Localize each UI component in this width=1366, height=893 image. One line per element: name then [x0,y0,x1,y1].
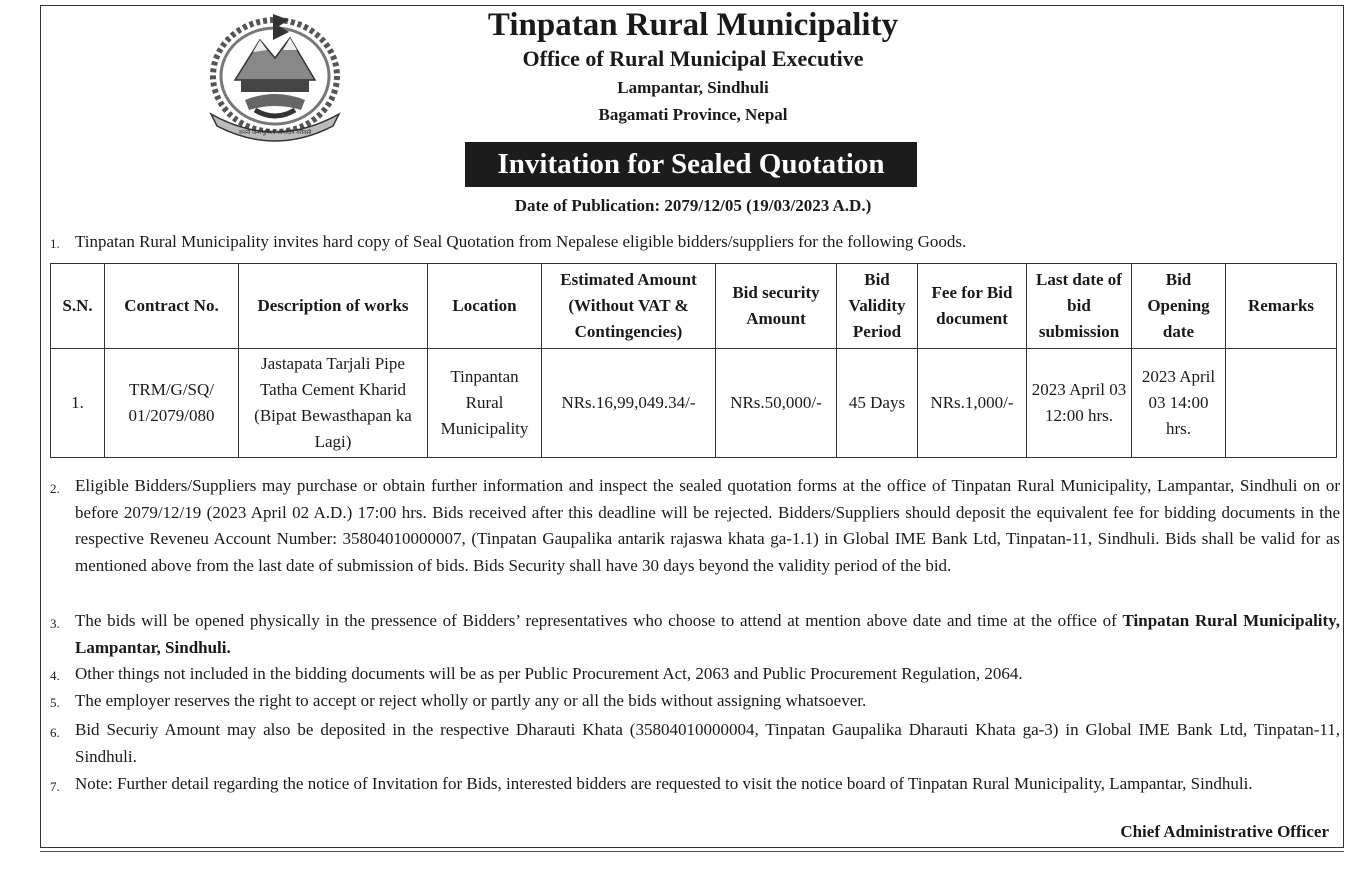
cell-last-date: 2023 April 03 12:00 hrs. [1027,349,1132,458]
clause-number: 3. [50,616,60,631]
clause-7 [50,771,1340,798]
bottom-rule [40,847,1344,848]
col-last-date: Last date of bid submission [1027,264,1132,349]
clause-text-regular: The bids will be opened physically in the pressence of Bidders’ representatives who choose to attend at mention above date and time at the office of [75,611,1123,630]
intro-clause [50,230,1340,254]
table-row [51,349,1337,458]
col-remarks: Remarks [1226,264,1337,349]
office-address: Lampantar, Sindhuli [617,78,769,97]
cell-sn: 1. [51,349,105,458]
bottom-rule-secondary [40,851,1344,852]
cell-description: Jastapata Tarjali Pipe Tatha Cement Kharid (Bipat Bewasthapan ka Lagi) [239,349,428,458]
clause-6 [50,717,1340,770]
clause-text-bold: Tinpatan Rural Municipality, Lampantar, Sindhuli. [75,611,1340,657]
cell-location: Tinpantan Rural Municipality [428,349,542,458]
clause-text: Bid Securiy Amount may also be deposited in the respective Dharauti Khata (35804010000004, Tinpatan Gaupalika Dharauti Khata ga-3) in Global IME Bank Ltd, Tinpatan-11, Sindhuli. [75,720,1340,766]
col-bid-security: Bid security Amount [716,264,837,349]
col-contract-no: Contract No. [105,264,239,349]
clause-text: Other things not included in the bidding documents will be as per Public Procurement Act, 2063 and Public Procurement Regulation, 2064. [75,664,1023,683]
clause-2 [50,473,1340,579]
col-location: Location [428,264,542,349]
clause-text: Note: Further detail regarding the notice of Invitation for Bids, interested bidders are requested to visit the notice board of Tinpatan Rural Municipality, Lampantar, Sindhuli. [75,774,1253,793]
cell-contract-no: TRM/G/SQ/ 01/2079/080 [105,349,239,458]
clause-4 [50,662,1340,686]
col-fee: Fee for Bid document [918,264,1027,349]
cell-estimated-amount: NRs.16,99,049.34/- [542,349,716,458]
cell-validity: 45 Days [837,349,918,458]
clause-number: 2. [50,481,60,496]
clause-number: 1. [50,236,60,251]
clause-text: Eligible Bidders/Suppliers may purchase or obtain further information and inspect the sealed quotation forms at the office of Tinpatan Rural Municipality, Lampantar, Sindhuli on or before 2079/12/19 (2023 April 02 A.D.) 17:00 hrs. Bids received after this deadline will be rejected. Bidders/Suppliers should deposit the equivalent fee for bidding documents in the respective Reveneu Account Number: 35804010000007, (Tinpatan Gaupalika antarik rajaswa khata ga-1.1) in Global IME Bank Ltd, Tinpatan-11, Sindhuli. Bids shall be valid for as mentioned above from the last date of submission of bids. Bids Security shall have 30 days beyond the validity period of the bid. [75,476,1340,575]
publication-date: Date of Publication: 2079/12/05 (19/03/2023 A.D.) [514,196,872,215]
col-estimated-amount: Estimated Amount (Without VAT & Contingencies) [542,264,716,349]
bid-table [50,263,1337,458]
clause-5 [50,689,1340,713]
cell-remarks [1226,349,1337,458]
cell-opening-date: 2023 April 03 14:00 hrs. [1132,349,1226,458]
office-province: Bagamati Province, Nepal [598,105,788,124]
emblem-motto: जननी जन्मभूमिश्च स्वर्गादपि गरीयसी [238,130,312,136]
clause-number: 4. [50,668,60,683]
col-sn: S.N. [51,264,105,349]
clause-text [75,608,1340,661]
col-opening-date: Bid Opening date [1132,264,1226,349]
municipality-title: Tinpatan Rural Municipality [487,7,899,43]
clause-text: The employer reserves the right to accept or reject wholly or partly any or all the bids without assigning whatsoever. [75,691,867,710]
col-validity: Bid Validity Period [837,264,918,349]
col-description: Description of works [239,264,428,349]
clause-text: Tinpatan Rural Municipality invites hard copy of Seal Quotation from Nepalese eligible bidders/suppliers for the following Goods. [75,232,967,251]
clause-3 [50,608,1340,661]
office-name: Office of Rural Municipal Executive [522,46,864,71]
signature-title: Chief Administrative Officer [1120,822,1329,841]
cell-fee: NRs.1,000/- [918,349,1027,458]
cell-bid-security: NRs.50,000/- [716,349,837,458]
table-header-row [51,264,1337,349]
clause-number: 5. [50,695,60,710]
notice-title: Invitation for Sealed Quotation [465,142,917,187]
clause-number: 6. [50,725,60,740]
notice-header [0,6,1366,128]
clause-number: 7. [50,779,60,794]
